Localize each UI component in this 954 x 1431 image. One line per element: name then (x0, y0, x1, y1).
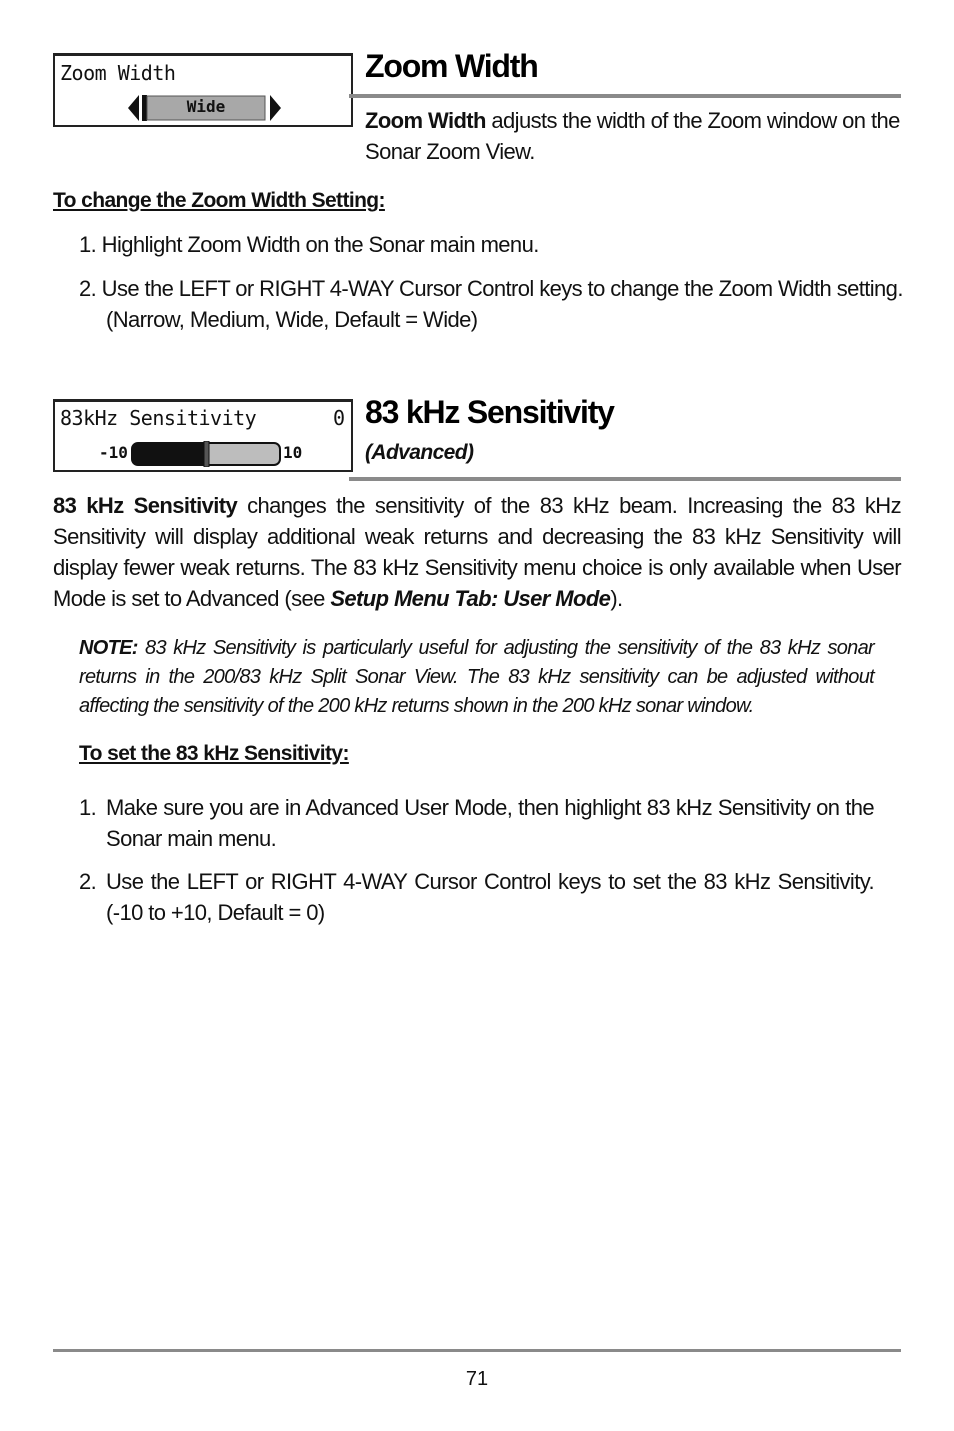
sensitivity-slider (131, 441, 283, 467)
sensitivity-step-2: Use the LEFT or RIGHT 4-WAY Cursor Control keys to set the 83 kHz Sensitivity. (-10 to +10, Default = 0) (106, 869, 874, 925)
sensitivity-note (79, 634, 874, 721)
sensitivity-menu-value: 0 (332, 406, 345, 430)
sensitivity-max-label: 10 (283, 443, 303, 462)
zoom-width-heading: Zoom Width (365, 48, 538, 84)
sensitivity-step-2-number: 2. (79, 869, 97, 894)
zoom-width-intro-text: adjusts the width of the Zoom window on the Sonar Zoom View. (365, 108, 900, 164)
sensitivity-step-1-number: 1. (79, 795, 97, 820)
sensitivity-description-ref: Setup Menu Tab: User Mode (330, 586, 611, 611)
zoom-width-step-2-options: (Narrow, Medium, Wide, Default = Wide) (106, 307, 478, 332)
zoom-width-heading-rule (349, 94, 901, 98)
zoom-width-procedure-title: To change the Zoom Width Setting: (53, 189, 385, 212)
sensitivity-min-label: -10 (99, 443, 128, 462)
zoom-width-menu-value: Wide (186, 97, 226, 116)
left-arrow-icon (128, 95, 139, 121)
sensitivity-slider-knob (204, 441, 209, 467)
zoom-width-menu-title: Zoom Width (60, 61, 176, 85)
zoom-width-intro (365, 105, 901, 167)
sensitivity-description-term: 83 kHz Sensitivity (53, 493, 238, 518)
zoom-width-menu-graphic (53, 53, 353, 127)
zoom-width-step-1: 1. Highlight Zoom Width on the Sonar main menu. (79, 232, 539, 257)
sensitivity-note-label: NOTE: (79, 637, 138, 659)
zoom-width-step-2: 2. Use the LEFT or RIGHT 4-WAY Cursor Control keys to change the Zoom Width setting. (79, 276, 903, 301)
sensitivity-step-1: Make sure you are in Advanced User Mode, then highlight 83 kHz Sensitivity on the Sonar main menu. (106, 795, 874, 851)
sensitivity-note-text: 83 kHz Sensitivity is particularly useful for adjusting the sensitivity of the 83 kHz sonar returns in the 200/83 kHz Split Sonar View. The 83 kHz sensitivity can be adjusted without affecting the sensitivity of the 200 kHz returns shown in the 200 kHz sonar window. (79, 637, 874, 717)
sensitivity-heading-rule (349, 477, 901, 481)
sensitivity-procedure-title: To set the 83 kHz Sensitivity: (79, 742, 349, 765)
sensitivity-description-end: ). (610, 586, 623, 611)
sensitivity-menu-graphic (53, 399, 353, 472)
sensitivity-heading: 83 kHz Sensitivity (365, 394, 614, 430)
sensitivity-menu-title: 83kHz Sensitivity (60, 406, 257, 430)
right-arrow-icon (270, 95, 281, 121)
sensitivity-description-text: changes the sensitivity of the 83 kHz beam. Increasing the 83 kHz Sensitivity will display additional weak returns and decreasing the 83 kHz Sensitivity will display fewer weak returns. The 83 kHz Sensitivity menu choice is only available when User Mode is set to Advanced (see (53, 493, 901, 611)
sensitivity-subheading: (Advanced) (365, 441, 474, 464)
sensitivity-slider-fill (133, 444, 206, 464)
zoom-width-intro-term: Zoom Width (365, 108, 486, 133)
page-number: 71 (465, 1368, 489, 1390)
footer-rule (53, 1349, 901, 1352)
sensitivity-description (53, 490, 901, 614)
